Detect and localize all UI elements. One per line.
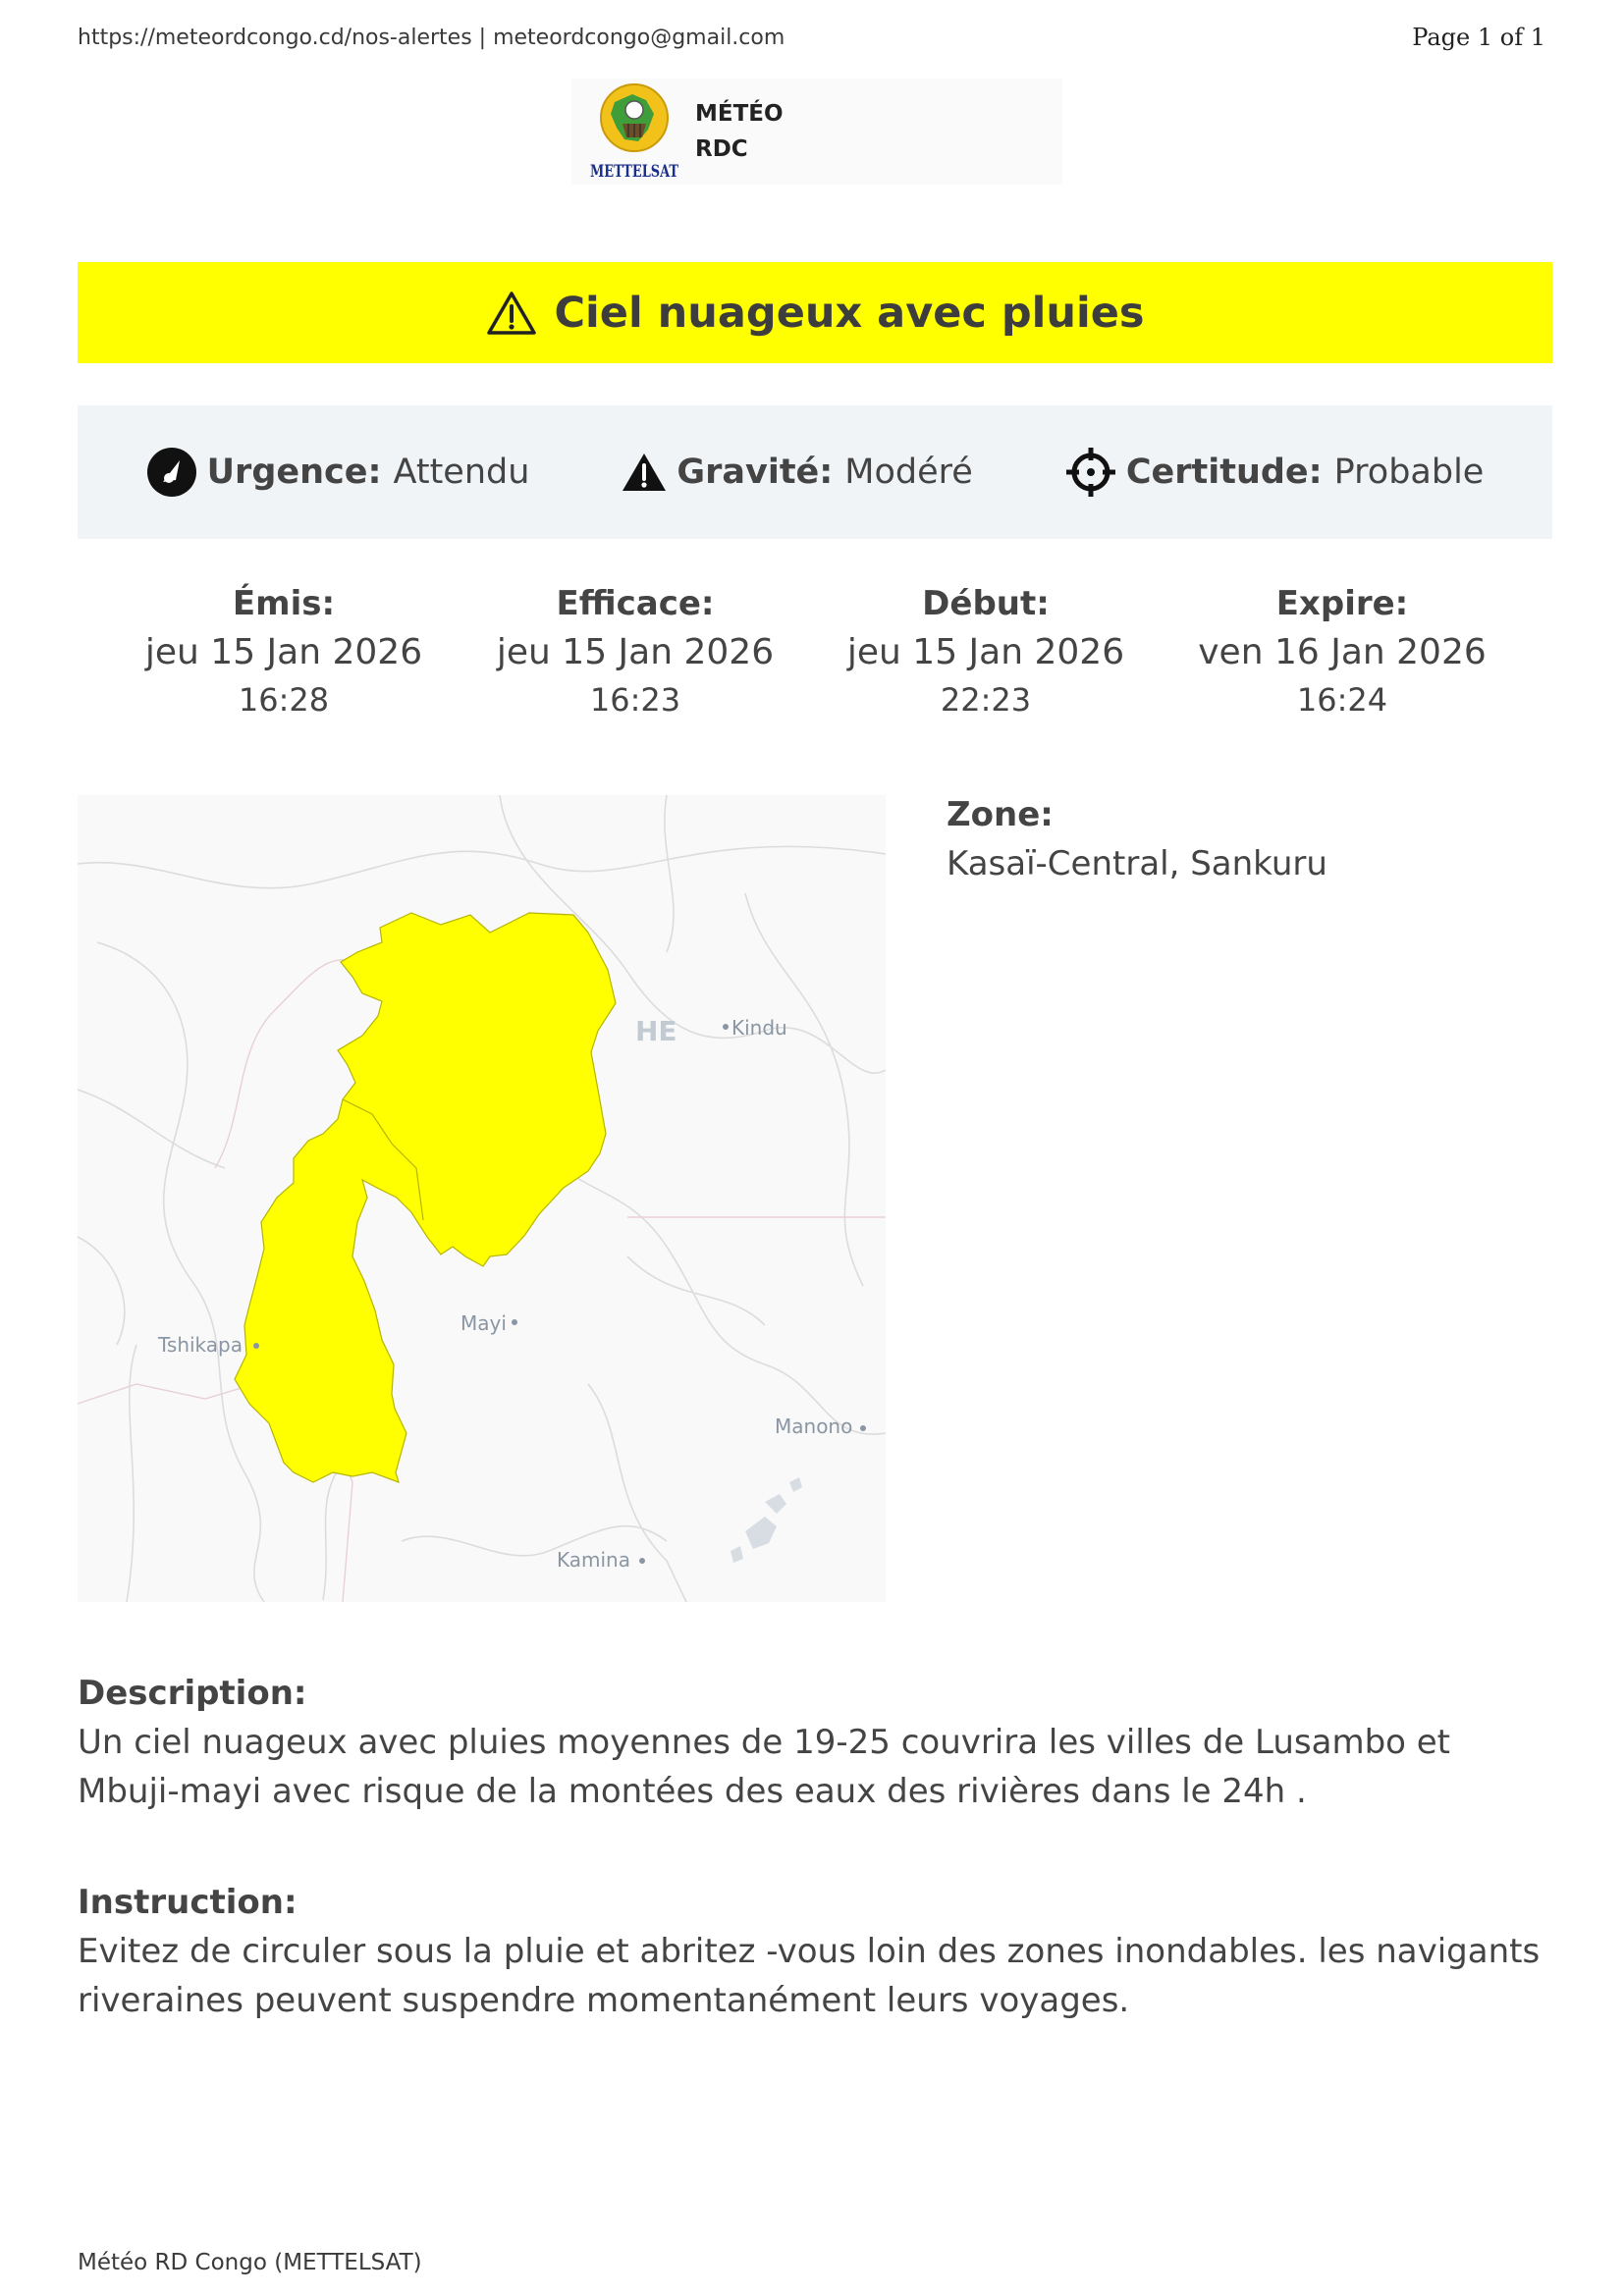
zone-value: Kasaï-Central, Sankuru <box>947 844 1327 883</box>
date-time: 16:23 <box>589 681 681 719</box>
page-footer: Météo RD Congo (METTELSAT) <box>78 2250 422 2275</box>
map-label-kindu: Kindu <box>731 1016 787 1040</box>
date-day: jeu 15 Jan 2026 <box>496 632 775 672</box>
severity-value: Modéré <box>844 453 973 492</box>
date-day: ven 16 Jan 2026 <box>1198 632 1487 672</box>
logo-text <box>695 96 784 167</box>
page-number: Page 1 of 1 <box>1412 24 1545 51</box>
alert-meta-panel <box>78 405 1552 539</box>
logo <box>571 79 1062 185</box>
severity-label: Gravité: <box>677 453 834 492</box>
severity-item <box>622 453 972 492</box>
map-label-kamina: Kamina <box>557 1548 630 1572</box>
date-issued <box>122 579 446 722</box>
date-day: jeu 15 Jan 2026 <box>846 632 1125 672</box>
map-label-tshikapa: Tshikapa <box>158 1333 243 1357</box>
zone-label: Zone: <box>947 795 1054 834</box>
date-label: Efficace: <box>556 584 715 623</box>
mettelsat-emblem-icon <box>585 80 683 183</box>
map-label-manono: Manono <box>775 1415 853 1438</box>
map-label-partial: HE <box>635 1015 677 1047</box>
certainty-value: Probable <box>1333 453 1485 492</box>
description-section <box>78 1669 1560 1816</box>
date-expires <box>1180 579 1504 722</box>
certainty-label: Certitude: <box>1125 453 1323 492</box>
instruction-text: Evitez de circuler sous la pluie et abritez -vous loin des zones inondables. les navigants riveraines peuvent suspendre momentanément leurs voyages. <box>78 1932 1541 2020</box>
certainty-item <box>1065 447 1485 498</box>
source-url-link[interactable]: https://meteordcongo.cd/nos-alertes <box>78 26 472 50</box>
date-time: 16:24 <box>1296 681 1388 719</box>
date-day: jeu 15 Jan 2026 <box>144 632 423 672</box>
urgency-value: Attendu <box>393 453 530 492</box>
date-label: Expire: <box>1275 584 1409 623</box>
urgency-label: Urgence: <box>206 453 382 492</box>
zone-section <box>947 790 1536 888</box>
crosshair-icon <box>1065 447 1116 498</box>
alert-map[interactable] <box>78 795 886 1602</box>
date-label: Début: <box>922 584 1050 623</box>
map-label-mayi: Mayi <box>460 1311 507 1335</box>
contact-email: | meteordcongo@gmail.com <box>471 26 785 50</box>
logo-wordmark: METTELSAT <box>590 162 679 182</box>
alert-banner <box>78 262 1552 363</box>
date-label: Émis: <box>232 584 336 623</box>
description-label: Description: <box>78 1674 307 1713</box>
page-header-source <box>78 26 785 50</box>
alert-title: Ciel nuageux avec pluies <box>554 288 1145 338</box>
instruction-section <box>78 1878 1560 2025</box>
warning-triangle-icon <box>486 291 537 336</box>
logo-line-meteo: MÉTÉO <box>695 101 784 127</box>
date-time: 22:23 <box>940 681 1032 719</box>
logo-line-rdc: RDC <box>695 136 748 162</box>
date-time: 16:28 <box>238 681 330 719</box>
urgency-item <box>146 447 530 498</box>
instruction-label: Instruction: <box>78 1883 298 1922</box>
gauge-icon <box>146 447 197 498</box>
map-svg <box>78 795 886 1602</box>
warning-icon <box>622 453 667 492</box>
description-text: Un ciel nuageux avec pluies moyennes de 19-25 couvrira les villes de Lusambo et Mbuji-mayi avec risque de la montées des eaux des rivières dans le 24h . <box>78 1723 1451 1811</box>
date-effective <box>473 579 797 722</box>
date-onset <box>824 579 1148 722</box>
